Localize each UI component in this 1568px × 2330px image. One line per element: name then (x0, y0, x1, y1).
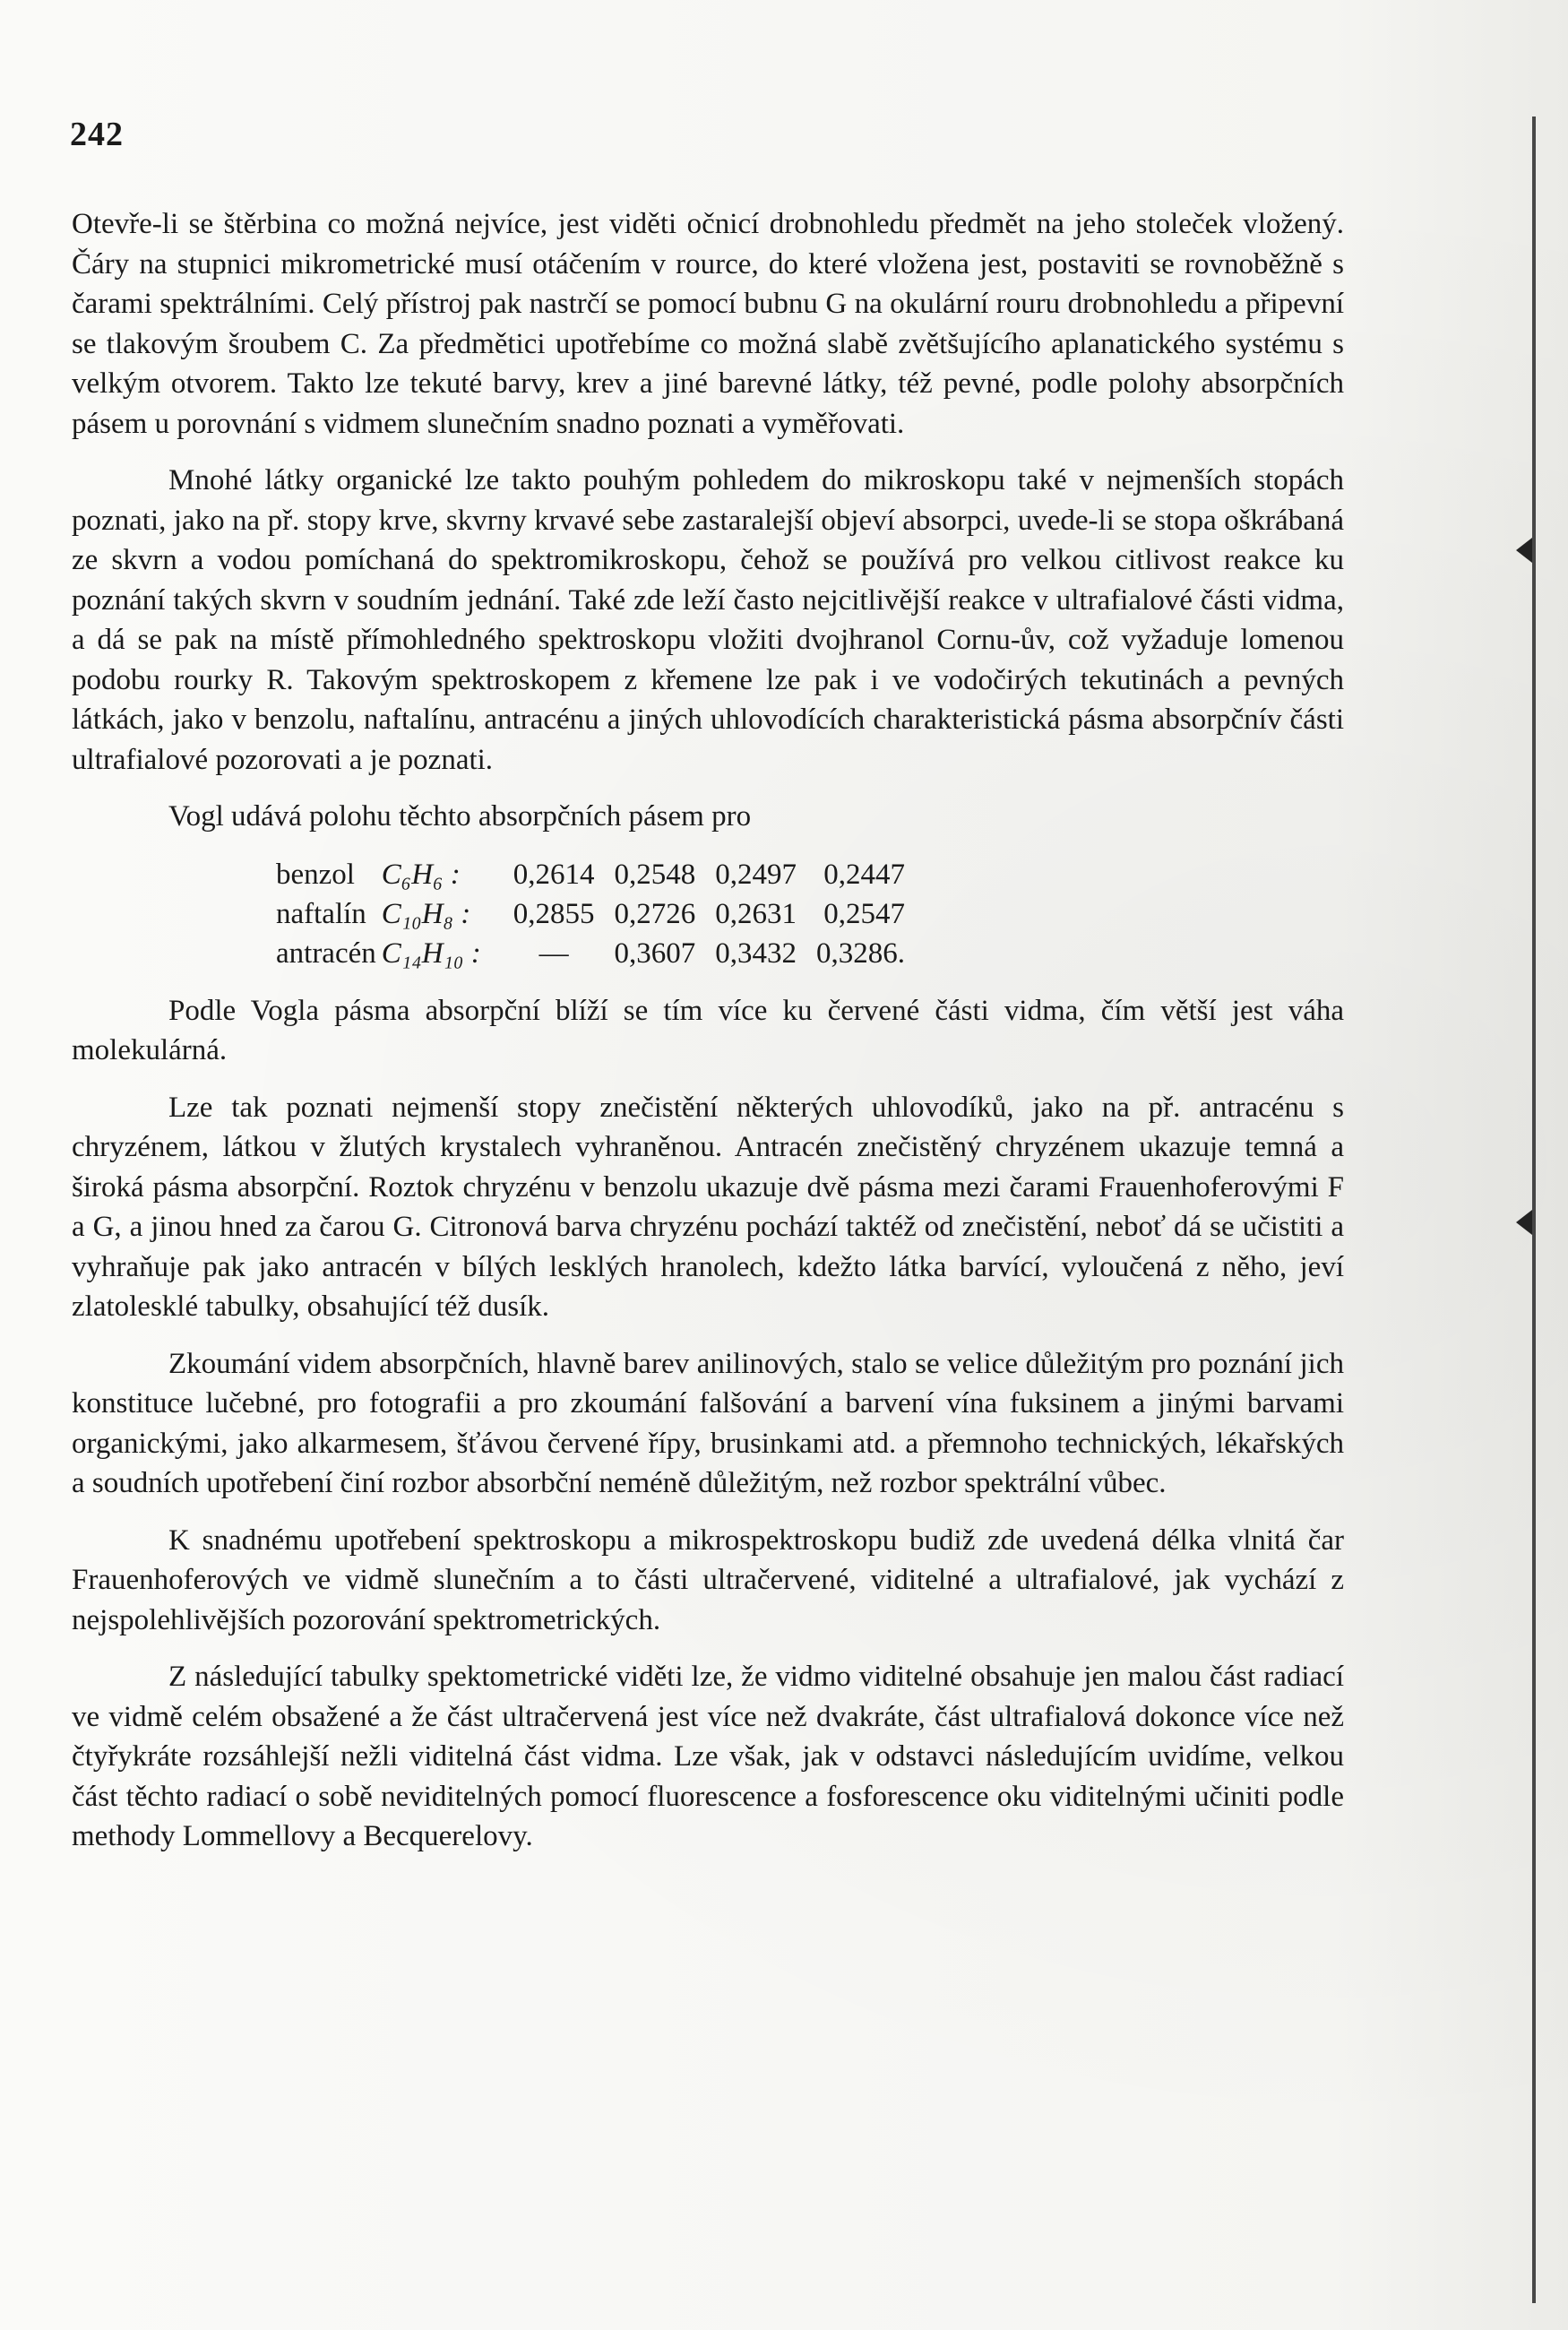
paragraph-5: Zkoumání videm absorpčních, hlavně barev anilinových, stalo se velice důležitým pro poznání jich konstituce lučebné, pro fotografii a pro zkoumání falšování a barvení vína fuksinem a jinými barvami organickými, jako alkarmesem, šťávou červené řípy, brusinkami atd. a přemnoho technických, lékařských a soudních upotřebení činí rozbor absorbční neméně důležitým, než rozbor spektrální vůbec. (72, 1347, 1344, 1499)
band-value: 0,2548 (614, 858, 696, 891)
substance-name: benzol (276, 858, 355, 891)
band-value: — (538, 936, 569, 970)
band-value: 0,3432 (715, 936, 797, 970)
page-number: 242 (70, 116, 124, 153)
table-row (276, 894, 925, 934)
substance-name: naftalín (276, 897, 366, 930)
binding-mark (1516, 538, 1532, 563)
band-value: 0,2447 (823, 858, 905, 891)
band-value: 0,2631 (715, 897, 797, 930)
absorption-table (276, 855, 925, 973)
band-value: 0,2614 (513, 858, 595, 891)
band-value: 0,2726 (614, 897, 696, 930)
paragraph-4: Lze tak poznati nejmenší stopy znečistění některých uhlovodíků, jako na př. antracénu s chryzénem, látkou v žlutých krystalech vyhraněnou. Antracén znečistěný chryzénem ukazuje temná a široká pásma absorpční. Roztok chryzénu v benzolu ukazuje dvě pásma mezi čarami Frauenhoferovými F a G, a jinou hned za čarou G. Citronová barva chryzénu pochází taktéž od znečistění, neboť dá se učistiti a vyhraňuje pak jako antracén v bílých lesklých hranolech, kdežto látka barvící, vyloučená z něho, jeví zlatolesklé tabulky, obsahující též dusík. (72, 1091, 1344, 1323)
table-row (276, 855, 925, 894)
text-column (72, 204, 1344, 1874)
paragraph-1: Otevře-li se štěrbina co možná nejvíce, jest viděti očnicí drobnohledu předmět na jeho stoleček vložený. Čáry na stupnici mikrometrické musí otáčením v rource, do které vložena jest, postaviti se rovnoběžně s čarami spektrálními. Celý přístroj pak nastrčí se pomocí bubnu G na okulární rouru drobnohledu a připevní se tlakovým šroubem C. Za předmětici upotřebíme co možná slabě zvětšujícího aplanatického systému s velkým otvorem. Takto lze tekuté barvy, krev a jiné barevné látky, též pevné, podle polohy absorpčních pásem u porovnání s vidmem slunečním snadno poznati a vyměřovati. (72, 208, 1344, 440)
paragraph-2: Mnohé látky organické lze takto pouhým pohledem do mikroskopu také v nejmenších stopách poznati, jako na př. stopy krve, skvrny krvavé sebe zastaralejší objeví absorpci, uvede-li se stopa oškrábaná ze skvrn a vodou pomíchaná do spektromikroskopu, čehož se používá pro velkou citlivost reakce ku poznání takých skvrn v soudním jednání. Také zde leží často nejcitlivější reakce v ultrafialové části vidma, a dá se pak na místě přímohledného spektroskopu vložiti dvojhranol Cornu-ův, což vyžaduje lomenou podobu rourky R. Takovým spektroskopem z křemene lze pak i ve vodočirých tekutinách a pevných látkách, jako v benzolu, naftalínu, antracénu a jiných uhlovodících charakteristická pásma absorpčnív části ultrafialové pozorovati a je poznati. (72, 464, 1344, 776)
chemical-formula: C₁₀H₈ : (381, 897, 471, 930)
band-value: 0,3286. (815, 936, 905, 970)
binding-edge (1505, 0, 1568, 2330)
band-value: 0,2547 (823, 897, 905, 930)
chemical-formula: C₁₄H₁₀ : (381, 936, 481, 970)
binding-line (1532, 116, 1536, 2303)
substance-name: antracén (276, 936, 376, 970)
binding-mark (1516, 1210, 1532, 1235)
band-value: 0,2497 (715, 858, 797, 891)
chemical-formula: C₆H₆ : (381, 858, 461, 891)
table-intro: Vogl udává polohu těchto absorpčních pásem pro (168, 800, 752, 833)
paragraph-6: K snadnému upotřebení spektroskopu a mikrospektroskopu budiž zde uvedená délka vlnitá čar Frauenhoferových ve vidmě slunečním a to části ultračervené, viditelné a ultrafialové, jak vychází z nejspolehlivějších pozorování spektrometrických. (72, 1523, 1344, 1636)
paragraph-7: Z následující tabulky spektometrické viděti lze, že vidmo viditelné obsahuje jen malou část radiací ve vidmě celém obsažené a že část ultračervená jest více než dvakráte, část ultrafialová dokonce více než čtyřykráte rozsáhlejší nežli viditelná část vidma. Lze však, jak v odstavci následujícím uvidíme, velkou část těchto radiací o sobě neviditelných pomocí fluorescence a fosforescence oku viditelnými učiniti podle methody Lommellovy a Becquerelovy. (72, 1661, 1344, 1852)
paragraph-3: Podle Vogla pásma absorpční blíží se tím více ku červené části vidma, čím větší jest váha molekulárná. (72, 994, 1344, 1066)
band-value: 0,3607 (614, 936, 696, 970)
band-value: 0,2855 (513, 897, 595, 930)
table-row (276, 934, 925, 973)
